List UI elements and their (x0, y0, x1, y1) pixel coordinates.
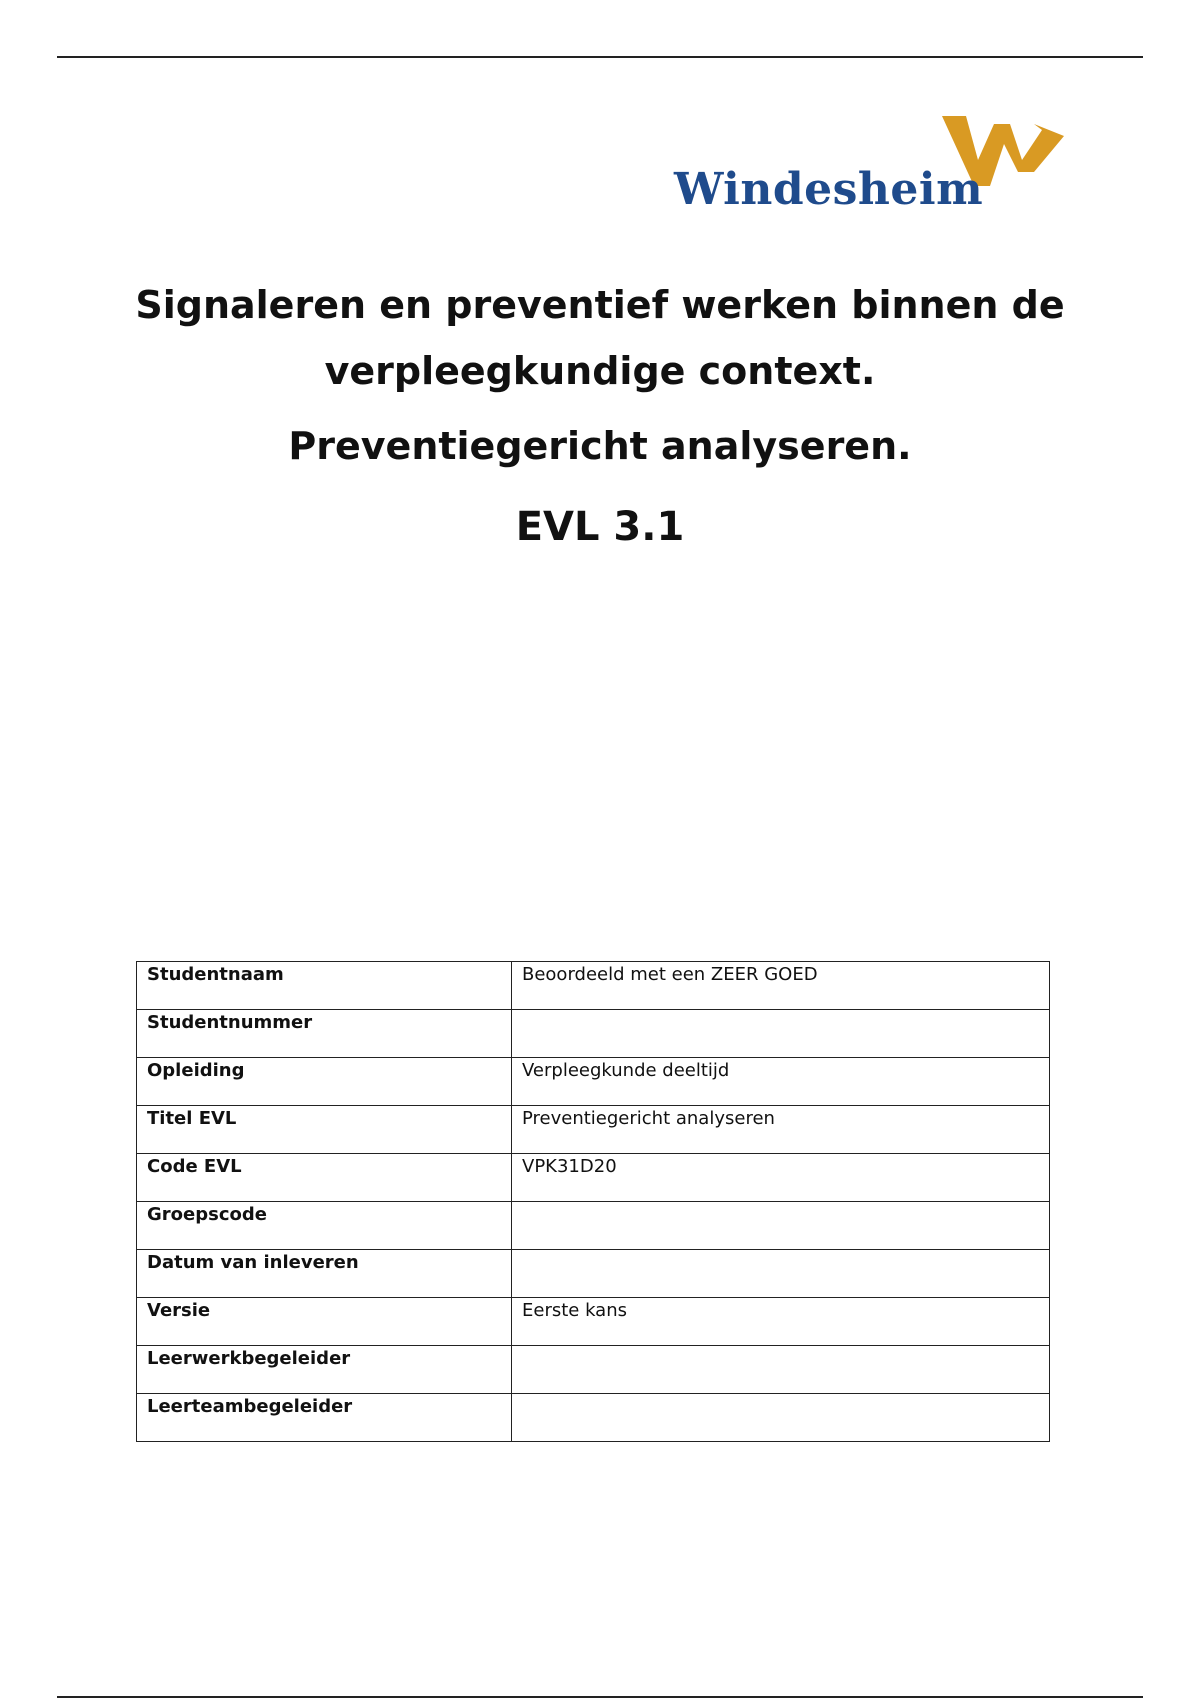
document-subtitle: Preventiegericht analyseren. (288, 424, 912, 468)
table-row (137, 1010, 1050, 1058)
row-label: Code EVL (137, 1154, 512, 1202)
row-value: Eerste kans (512, 1298, 1050, 1346)
row-label: Titel EVL (137, 1106, 512, 1154)
footer-rule (57, 1696, 1143, 1698)
row-value: Preventiegericht analyseren (512, 1106, 1050, 1154)
row-label: Opleiding (137, 1058, 512, 1106)
row-label: Studentnummer (137, 1010, 512, 1058)
document-code: EVL 3.1 (515, 504, 685, 550)
row-value: Verpleegkunde deeltijd (512, 1058, 1050, 1106)
table-row (137, 1250, 1050, 1298)
document-title-line-2: verpleegkundige context. (324, 349, 876, 393)
windesheim-logo (668, 108, 1068, 248)
student-info-table (136, 961, 1050, 1442)
document-title-line-1: Signaleren en preventief werken binnen de (135, 283, 1065, 327)
row-label: Versie (137, 1298, 512, 1346)
row-value (512, 1346, 1050, 1394)
row-label: Datum van inleveren (137, 1250, 512, 1298)
table-row (137, 1106, 1050, 1154)
document-title (0, 272, 1200, 404)
table-row (137, 962, 1050, 1010)
table-row (137, 1394, 1050, 1442)
table-row (137, 1202, 1050, 1250)
row-label: Groepscode (137, 1202, 512, 1250)
logo-brand-text: Windesheim (674, 164, 984, 215)
table-row (137, 1298, 1050, 1346)
row-label: Leerteambegeleider (137, 1394, 512, 1442)
row-value (512, 1394, 1050, 1442)
row-value (512, 1202, 1050, 1250)
row-label: Leerwerkbegeleider (137, 1346, 512, 1394)
row-label: Studentnaam (137, 962, 512, 1010)
table-row (137, 1154, 1050, 1202)
table-row (137, 1346, 1050, 1394)
row-value (512, 1010, 1050, 1058)
header-rule (57, 56, 1143, 58)
row-value: VPK31D20 (512, 1154, 1050, 1202)
row-value: Beoordeeld met een ZEER GOED (512, 962, 1050, 1010)
table-row (137, 1058, 1050, 1106)
row-value (512, 1250, 1050, 1298)
